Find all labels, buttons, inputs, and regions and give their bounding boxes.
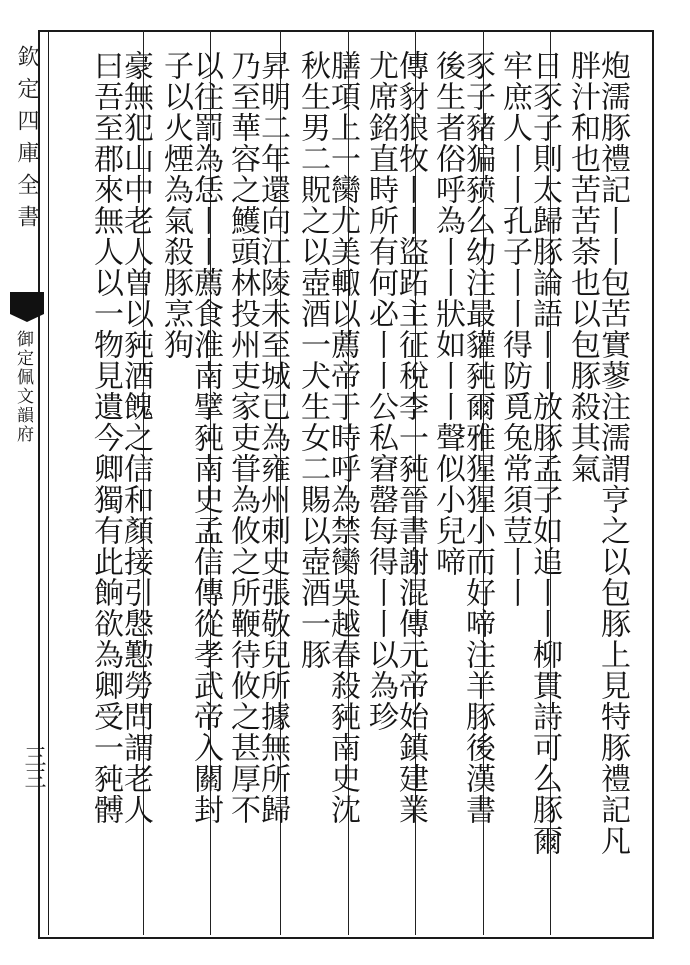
text-column: 豪無犯山中老人曽以豘酒餽之信和顏接引慇懃勞問謂老人 <box>118 50 153 825</box>
page-number: 三三 <box>21 745 46 789</box>
text-column: 子以火煙為氣殺豚烹狗 <box>158 50 193 360</box>
text-column: 曰吾至郡來無人以一物見遺今卿獨有此餉欲為卿受一豘髆 <box>88 50 123 825</box>
text-column: 以往罰為恁丨丨薦食淮南擘豘南史孟信傳從孝武帝入關封 <box>188 50 223 825</box>
text-column: 膳項上一臠尤美輙以薦帝于時呼為禁臠吳越春殺豘南史沈 <box>325 50 360 825</box>
text-column: 後生者俗呼為丨丨狀如丨丨聲似小兒啼 <box>430 50 465 577</box>
text-column: 尤席銘直時所有何必丨丨公私窘罄每得丨丨以為珍 <box>363 50 398 732</box>
book-subtitle: 御定佩文韻府 <box>13 330 33 444</box>
text-column: 牢庶人丨丨孔子丨丨得防覓兔常須荳丨丨 <box>497 50 532 608</box>
text-column: 炮濡豚禮記丨丨包苦實蓼注濡謂亨之以包豚上見特豚禮記凡 <box>595 50 630 856</box>
text-column: 乃至華容之鱯頭林投州吏家吏甞為攸之所鞭待攸之甚厚不 <box>225 50 260 825</box>
text-column: 傳豺狼牧丨丨盜跖主征稅李一豘晉書謝混傳元帝始鎮建業 <box>393 50 428 825</box>
fishtail-mark-icon <box>10 292 44 314</box>
text-column: 胖汁和也苦苦荼也以包豚殺其氣 <box>565 50 600 484</box>
text-column: 昇明二年還向江陵未至城已為雍州刺史張敬兒所據無所歸 <box>255 50 290 825</box>
book-title: 欽定四庫全書 <box>14 45 39 237</box>
text-column: 秋生男二貺之以壺酒一犬生女二賜以壺酒一豚 <box>295 50 330 670</box>
text-column: 豕子豬猵豮么幼注最貛豘爾雅猩猩小而好啼注羊豚後漢書 <box>460 50 495 825</box>
text-column: 日豕子則太歸豚論語丨丨放豚孟子如追丨丨柳貫詩可么豚爾 <box>527 50 562 856</box>
